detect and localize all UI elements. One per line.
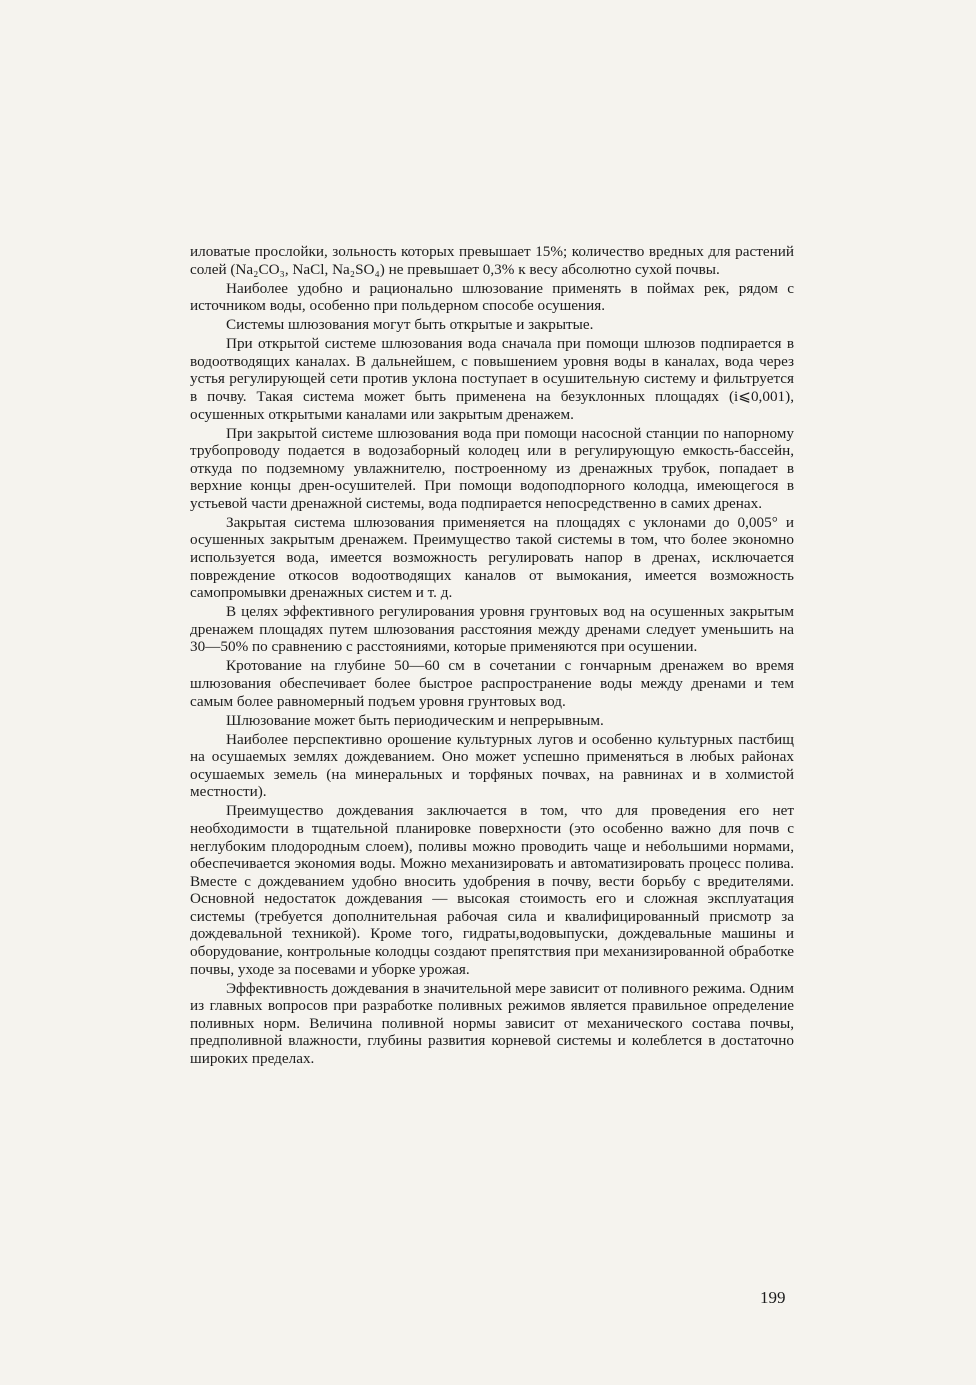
paragraph: При открытой системе шлюзования вода сначала при помощи шлюзов подпирается в водоотводящих каналах. В дальнейшем, с повышением уровня воды в каналах, вода через устья регулирующей сети против уклона поступает в осушительную систему и фильтруется в почву. Такая система может быть применена на безуклонных площадях (i⩽0,001), осушенных открытыми каналами или закрытым дренажем.	[190, 335, 794, 423]
paragraph: При закрытой системе шлюзования вода при помощи насосной станции по напорному трубопроводу подается в водозаборный колодец или в регулирующую емкость-бассейн, откуда по подземному увлажнителю, построенному из дренажных трубок, попадает в верхние концы дрен-осушителей. При помощи водоподпорного колодца, имеющегося в устьевой части дренажной системы, вода подпирается непосредственно в самих дренах.	[190, 424, 794, 512]
body-text	[190, 243, 794, 1069]
paragraph-continuation: иловатые прослойки, зольность которых превышает 15%; количество вредных для растений солей (Na₂CO₃, NaCl, Na₂SO₄) не превышает 0,3% к весу абсолютно сухой почвы.	[190, 243, 794, 278]
paragraph: Преимущество дождевания заключается в том, что для проведения его нет необходимости в тщательной планировке поверхности (это особенно важно для почв с неглубоким плодородным слоем), поливы можно проводить чаще и небольшими нормами, обеспечивается экономия воды. Можно механизировать и автоматизировать процесс полива. Вместе с дождеванием удобно вносить удобрения в почву, вести борьбу с вредителями. Основной недостаток дождевания — высокая стоимость его и сложная эксплуатация системы (требуется дополнительная рабочая сила и квалифицированный присмотр за дождевальной техникой). Кроме того, гидраты,водовыпуски, дождевальные машины и оборудование, контрольные колодцы создают препятствия при механизированной обработке почвы, уходе за посевами и уборке урожая.	[190, 802, 794, 978]
paragraph: Кротование на глубине 50—60 см в сочетании с гончарным дренажем во время шлюзования обеспечивает более быстрое распространение воды между дренами и тем самым более равномерный подъем уровня грунтовых вод.	[190, 657, 794, 710]
paragraph: Закрытая система шлюзования применяется на площадях с уклонами до 0,005° и осушенных закрытым дренажем. Преимущество такой системы в том, что более экономно используется вода, имеется возможность регулировать напор в дренах, исключается повреждение откосов водоотводящих каналов от вымокания, имеется возможность самопромывки дренажных систем и т. д.	[190, 513, 794, 602]
paragraph: Эффективность дождевания в значительной мере зависит от поливного режима. Одним из главных вопросов при разработке поливных режимов является правильное определение поливных норм. Величина поливной нормы зависит от механического состава почвы, предполивной влажности, глубины развития корневой системы и колеблется в достаточно широких пределах.	[190, 979, 794, 1068]
paragraph: Шлюзование может быть периодическим и непрерывным.	[226, 711, 604, 729]
paragraph: Наиболее удобно и рационально шлюзование применять в поймах рек, рядом с источником воды, особенно при польдерном способе осушения.	[190, 279, 794, 315]
paragraph: Системы шлюзования могут быть открытые и закрытые.	[226, 316, 594, 334]
page-number: 199	[760, 1288, 786, 1307]
paragraph: Наиболее перспективно орошение культурных лугов и особенно культурных пастбищ на осушаемых землях дождеванием. Оно может успешно применяться в любых районах осушаемых земель (на минеральных и торфяных почвах, на равнинах и в холмистой местности).	[190, 730, 794, 801]
paragraph: В целях эффективного регулирования уровня грунтовых вод на осушенных закрытым дренажем площадях путем шлюзования расстояния между дренами следует уменьшить на 30—50% по сравнению с расстояниями, которые применяются при осушении.	[190, 603, 794, 656]
